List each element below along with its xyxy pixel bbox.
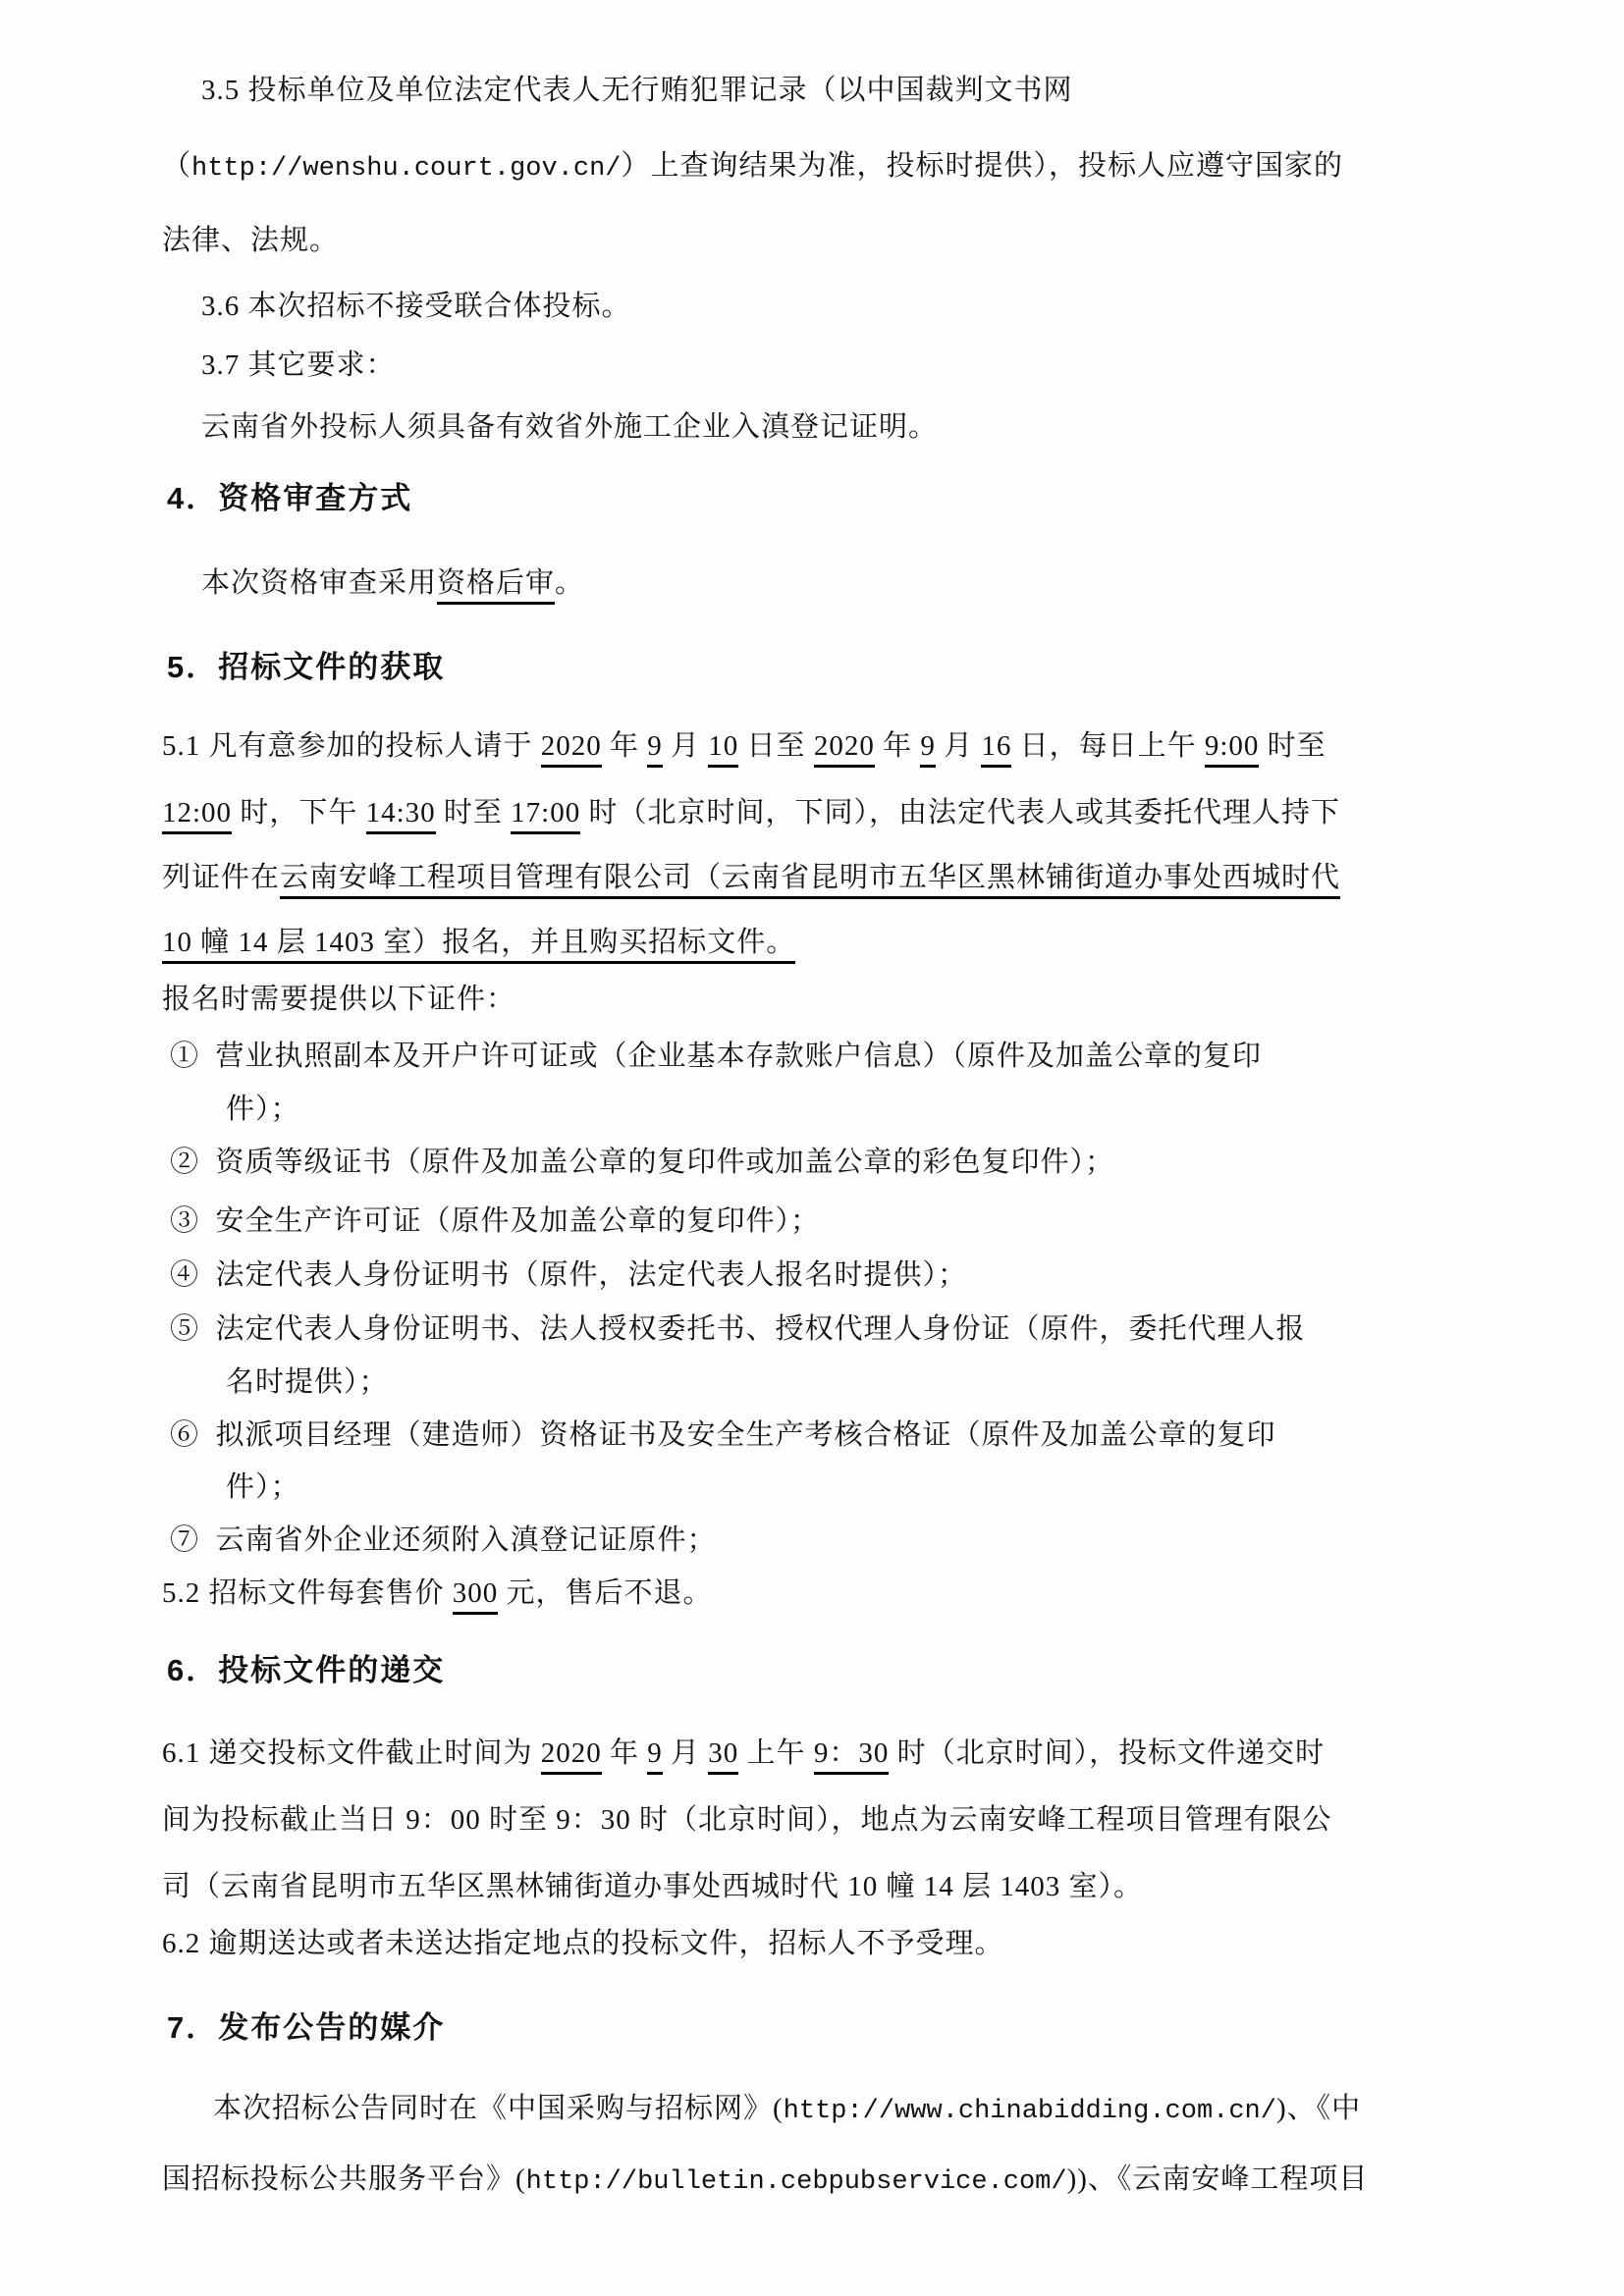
text-segment: 3.6 本次招标不接受联合体投标。: [201, 291, 631, 322]
underlined-text: 2020: [541, 730, 602, 768]
text-segment: ⑦ 云南省外企业还须附入滇登记证原件；: [170, 1524, 717, 1556]
underlined-text: 300: [453, 1577, 499, 1615]
list-item-1-line-2: [162, 1090, 300, 1129]
section-heading-5: [162, 646, 445, 689]
text-segment: 月: [935, 730, 982, 762]
text-segment: 时（北京时间），投标文件递交时: [889, 1737, 1326, 1769]
text-segment: 件）；: [226, 1094, 300, 1125]
text-segment: 上午: [738, 1737, 814, 1769]
text-segment: ② 资质等级证书（原件及加盖公章的复印件或加盖公章的彩色复印件）；: [170, 1147, 1115, 1178]
text-segment: 3.5 投标单位及单位法定代表人无行贿犯罪记录（以中国裁判文书网: [201, 75, 1073, 106]
para-3-5-line-1: [162, 71, 1073, 110]
text-segment: 名时提供）；: [226, 1366, 389, 1398]
text-segment: 日，每日上午: [1011, 730, 1205, 762]
para-5-1-line-4: [162, 923, 795, 962]
list-item-4: [162, 1255, 967, 1295]
underlined-text: 14:30: [366, 797, 436, 834]
underlined-text: 30: [708, 1737, 738, 1775]
section-heading-7: [162, 2006, 445, 2050]
text-segment: 件）；: [226, 1471, 300, 1503]
list-item-2: [162, 1143, 1114, 1182]
underlined-text: 9:00: [1205, 730, 1260, 768]
text-segment: 。: [555, 567, 585, 599]
text-segment: 国招标投标公共服务平台》(: [162, 2163, 526, 2195]
text-segment: 7．发布公告的媒介: [167, 2010, 446, 2045]
text-segment: 5.1 凡有意参加的投标人请于: [162, 730, 541, 762]
para-5-1-line-1: [162, 726, 1326, 766]
list-item-3: [162, 1201, 820, 1241]
underlined-text: 16: [981, 730, 1011, 768]
list-item-6-line-1: [162, 1415, 1276, 1455]
text-segment: 间为投标截止当日 9：00 时至 9：30 时（北京时间），地点为云南安峰工程项目管理有限公: [162, 1804, 1332, 1836]
text-segment: ③ 安全生产许可证（原件及加盖公章的复印件）；: [170, 1205, 821, 1237]
section-heading-6: [162, 1649, 445, 1692]
underlined-text: 2020: [814, 730, 875, 768]
text-segment: ⑤ 法定代表人身份证明书、法人授权委托书、授权代理人身份证（原件，委托代理人报: [170, 1313, 1306, 1345]
underlined-text: 12:00: [162, 797, 232, 834]
text-segment: )、《中: [1275, 2093, 1362, 2124]
text-segment: 6．投标文件的递交: [167, 1653, 446, 1687]
para-6-2: [162, 1924, 1004, 1963]
para-3-5-line-2: [162, 146, 1343, 188]
text-segment: 元，售后不退。: [498, 1577, 713, 1609]
text-segment: 5．招标文件的获取: [167, 650, 446, 684]
underlined-text: 10: [708, 730, 738, 768]
text-segment: 月: [662, 730, 709, 762]
para-3-7-note: [162, 407, 938, 447]
list-item-6-line-2: [162, 1468, 300, 1507]
underlined-text: 10 幢 14 层 1403 室）报名，并且购买招标文件。: [162, 927, 795, 964]
text-segment: 年: [874, 730, 921, 762]
text-segment: 本次招标公告同时在《中国采购与招标网》(: [213, 2093, 784, 2124]
underlined-text: 云南安峰工程项目管理有限公司（云南省昆明市五华区黑林铺街道办事处西城时代: [280, 862, 1340, 899]
para-6-1-line-1: [162, 1734, 1325, 1773]
text-segment: 本次资格审查采用: [201, 567, 438, 599]
text-segment: 年: [601, 1737, 648, 1769]
text-segment: 司（云南省昆明市五华区黑林铺街道办事处西城时代 10 幢 14 层 1403 室）。: [162, 1871, 1144, 1902]
para-3-5-line-3: [162, 221, 339, 260]
text-segment: 5.2 招标文件每套售价: [162, 1577, 453, 1609]
underlined-text: 17:00: [511, 797, 580, 834]
text-segment: 6.1 递交投标文件截止时间为: [162, 1737, 541, 1769]
para-3-7: [162, 346, 396, 385]
url-text: http://www.chinabidding.com.cn/: [783, 2097, 1276, 2126]
text-segment: ⑥ 拟派项目经理（建造师）资格证书及安全生产考核合格证（原件及加盖公章的复印: [170, 1419, 1276, 1451]
para-5-2: [162, 1574, 713, 1613]
text-segment: 法律、法规。: [162, 225, 340, 256]
text-segment: ④ 法定代表人身份证明书（原件，法定代表人报名时提供）；: [170, 1259, 968, 1291]
para-7-line-1: [162, 2089, 1361, 2131]
section-heading-4: [162, 477, 412, 520]
url-text: http://wenshu.court.gov.cn/: [191, 154, 622, 184]
text-segment: 日至: [738, 730, 814, 762]
text-segment: 时至: [1259, 730, 1326, 762]
text-segment: ① 营业执照副本及开户许可证或（企业基本存款账户信息）（原件及加盖公章的复印: [170, 1041, 1263, 1072]
text-segment: ))、《云南安峰工程项目: [1066, 2163, 1369, 2195]
underlined-text: 9：30: [814, 1737, 890, 1775]
list-item-7: [162, 1521, 717, 1560]
para-7-line-2: [162, 2160, 1368, 2202]
text-segment: 报名时需要提供以下证件：: [162, 984, 516, 1015]
text-segment: 列证件在: [162, 862, 281, 893]
text-segment: 时（北京时间，下同），由法定代表人或其委托代理人持下: [580, 797, 1340, 828]
para-3-6: [162, 287, 631, 326]
underlined-text: 9: [920, 730, 936, 768]
para-5-1-line-3: [162, 858, 1340, 897]
underlined-text: 9: [647, 1737, 663, 1775]
url-text: http://bulletin.cebpubservice.com/: [525, 2167, 1067, 2197]
underlined-text: 9: [647, 730, 663, 768]
text-segment: ）上查询结果为准，投标时提供），投标人应遵守国家的: [621, 150, 1344, 182]
underlined-text: 资格后审: [437, 567, 555, 605]
list-item-1-line-1: [162, 1037, 1262, 1076]
list-item-5-line-2: [162, 1362, 389, 1402]
text-segment: 时至: [435, 797, 512, 828]
text-segment: 年: [601, 730, 648, 762]
para-5-1-line-2: [162, 793, 1340, 832]
list-item-5-line-1: [162, 1309, 1306, 1349]
para-6-1-line-3: [162, 1867, 1143, 1906]
text-segment: 3.7 其它要求：: [201, 349, 396, 381]
text-segment: 4．资格审查方式: [167, 481, 413, 515]
text-segment: （: [162, 150, 192, 182]
underlined-text: 2020: [541, 1737, 602, 1775]
text-segment: 时，下午: [232, 797, 366, 828]
text-segment: 云南省外投标人须具备有效省外施工企业入滇登记证明。: [201, 411, 939, 443]
para-5-1-note: [162, 980, 515, 1019]
text-segment: 月: [662, 1737, 709, 1769]
para-6-1-line-2: [162, 1800, 1332, 1840]
text-segment: 6.2 逾期送达或者未送达指定地点的投标文件，招标人不予受理。: [162, 1928, 1004, 1959]
para-4-body: [162, 563, 584, 603]
